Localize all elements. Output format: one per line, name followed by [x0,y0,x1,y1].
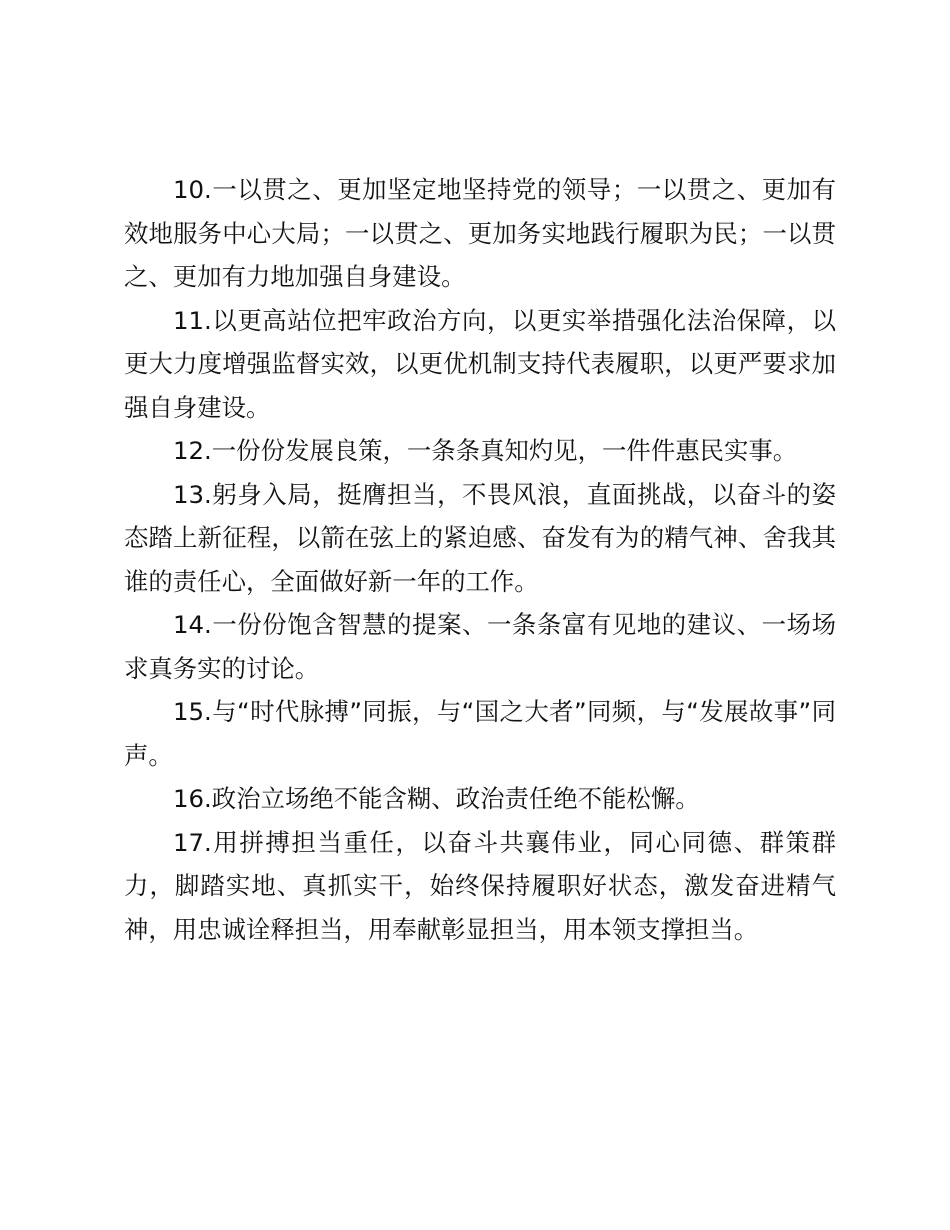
paragraph-17: 17.用拼搏担当重任，以奋斗共襄伟业，同心同德、群策群力，脚踏实地、真抓实干，始终保持履职好状态，激发奋进精气神，用忠诚诠释担当，用奉献彰显担当，用本领支撑担当。 [124,827,836,944]
paragraph-11: 11.以更高站位把牢政治方向，以更实举措强化法治保障，以更大力度增强监督实效，以更优机制支持代表履职，以更严要求加强自身建设。 [124,305,836,422]
paragraph-13: 13.躬身入局，挺膺担当，不畏风浪，直面挑战，以奋斗的姿态踏上新征程，以箭在弦上的紧迫感、奋发有为的精气神、舍我其谁的责任心，全面做好新一年的工作。 [124,479,836,596]
paragraph-14: 14.一份份饱含智慧的提案、一条条富有见地的建议、一场场求真务实的讨论。 [124,610,836,683]
paragraph-16: 16.政治立场绝不能含糊、政治责任绝不能松懈。 [173,784,700,813]
paragraph-15: 15.与“时代脉搏”同振，与“国之大者”同频，与“发展故事”同声。 [124,697,836,770]
paragraph-12: 12.一份份发展良策，一条条真知灼见，一件件惠民实事。 [173,436,798,465]
paragraph-10: 10.一以贯之、更加坚定地坚持党的领导；一以贯之、更加有效地服务中心大局；一以贯之、更加务实地践行履职为民；一以贯之、更加有力地加强自身建设。 [124,175,836,291]
document-body [124,168,836,951]
